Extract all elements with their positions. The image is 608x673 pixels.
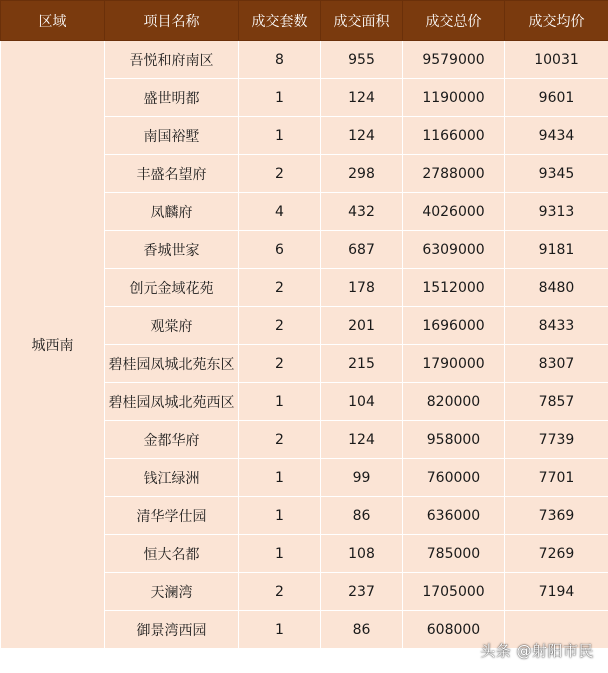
- total-price-cell: 760000: [403, 459, 505, 497]
- total-price-cell: 1512000: [403, 269, 505, 307]
- area-cell: 124: [321, 421, 403, 459]
- header-units: 成交套数: [239, 1, 321, 41]
- avg-price-cell: 10031: [505, 41, 608, 79]
- units-cell: 2: [239, 421, 321, 459]
- units-cell: 2: [239, 307, 321, 345]
- total-price-cell: 9579000: [403, 41, 505, 79]
- project-name-cell: 御景湾西园: [105, 611, 239, 649]
- total-price-cell: 1190000: [403, 79, 505, 117]
- area-cell: 955: [321, 41, 403, 79]
- total-price-cell: 958000: [403, 421, 505, 459]
- table-header: [1, 1, 608, 41]
- watermark: 头条 @射阳市民: [480, 642, 594, 660]
- project-name-cell: 金都华府: [105, 421, 239, 459]
- area-cell: 108: [321, 535, 403, 573]
- units-cell: 2: [239, 345, 321, 383]
- avg-price-cell: 7369: [505, 497, 608, 535]
- avg-price-cell: 9313: [505, 193, 608, 231]
- avg-price-cell: 9434: [505, 117, 608, 155]
- units-cell: 1: [239, 535, 321, 573]
- project-name-cell: 丰盛名望府: [105, 155, 239, 193]
- avg-price-cell: 8433: [505, 307, 608, 345]
- total-price-cell: 820000: [403, 383, 505, 421]
- total-price-cell: 636000: [403, 497, 505, 535]
- total-price-cell: 608000: [403, 611, 505, 649]
- project-name-cell: 钱江绿洲: [105, 459, 239, 497]
- area-cell: 201: [321, 307, 403, 345]
- units-cell: 1: [239, 383, 321, 421]
- total-price-cell: 1705000: [403, 573, 505, 611]
- project-name-cell: 碧桂园凤城北苑东区: [105, 345, 239, 383]
- area-cell: 298: [321, 155, 403, 193]
- avg-price-cell: 7739: [505, 421, 608, 459]
- area-cell: 215: [321, 345, 403, 383]
- units-cell: 1: [239, 79, 321, 117]
- units-cell: 2: [239, 573, 321, 611]
- units-cell: 1: [239, 459, 321, 497]
- total-price-cell: 1166000: [403, 117, 505, 155]
- project-name-cell: 恒大名都: [105, 535, 239, 573]
- area-cell: 178: [321, 269, 403, 307]
- units-cell: 4: [239, 193, 321, 231]
- area-cell: 104: [321, 383, 403, 421]
- header-area: 成交面积: [321, 1, 403, 41]
- area-cell: 99: [321, 459, 403, 497]
- units-cell: 6: [239, 231, 321, 269]
- total-price-cell: 1790000: [403, 345, 505, 383]
- avg-price-cell: 9601: [505, 79, 608, 117]
- units-cell: 8: [239, 41, 321, 79]
- area-cell: 432: [321, 193, 403, 231]
- header-project-name: 项目名称: [105, 1, 239, 41]
- area-cell: 124: [321, 79, 403, 117]
- project-name-cell: 南国裕墅: [105, 117, 239, 155]
- area-cell: 124: [321, 117, 403, 155]
- avg-price-cell: 9181: [505, 231, 608, 269]
- project-name-cell: 清华学仕园: [105, 497, 239, 535]
- area-cell: 86: [321, 611, 403, 649]
- project-name-cell: 创元金域花苑: [105, 269, 239, 307]
- area-cell: 237: [321, 573, 403, 611]
- avg-price-cell: 8480: [505, 269, 608, 307]
- total-price-cell: 6309000: [403, 231, 505, 269]
- project-name-cell: 碧桂园凤城北苑西区: [105, 383, 239, 421]
- project-name-cell: 观棠府: [105, 307, 239, 345]
- avg-price-cell: 7194: [505, 573, 608, 611]
- total-price-cell: 785000: [403, 535, 505, 573]
- units-cell: 2: [239, 269, 321, 307]
- table-body: [1, 41, 608, 649]
- avg-price-cell: 7269: [505, 535, 608, 573]
- header-total-price: 成交总价: [403, 1, 505, 41]
- units-cell: 1: [239, 117, 321, 155]
- project-name-cell: 吾悦和府南区: [105, 41, 239, 79]
- table-row: [1, 41, 608, 79]
- project-name-cell: 天澜湾: [105, 573, 239, 611]
- header-row: [1, 1, 608, 41]
- total-price-cell: 1696000: [403, 307, 505, 345]
- avg-price-cell: 8307: [505, 345, 608, 383]
- avg-price-cell: 7857: [505, 383, 608, 421]
- header-avg-price: 成交均价: [505, 1, 608, 41]
- avg-price-cell: 7701: [505, 459, 608, 497]
- project-name-cell: 香城世家: [105, 231, 239, 269]
- total-price-cell: 2788000: [403, 155, 505, 193]
- total-price-cell: 4026000: [403, 193, 505, 231]
- header-region: 区域: [1, 1, 105, 41]
- project-name-cell: 盛世明都: [105, 79, 239, 117]
- area-cell: 687: [321, 231, 403, 269]
- avg-price-cell: 9345: [505, 155, 608, 193]
- area-cell: 86: [321, 497, 403, 535]
- units-cell: 1: [239, 611, 321, 649]
- units-cell: 1: [239, 497, 321, 535]
- project-name-cell: 凤麟府: [105, 193, 239, 231]
- units-cell: 2: [239, 155, 321, 193]
- region-cell: 城西南: [1, 41, 105, 649]
